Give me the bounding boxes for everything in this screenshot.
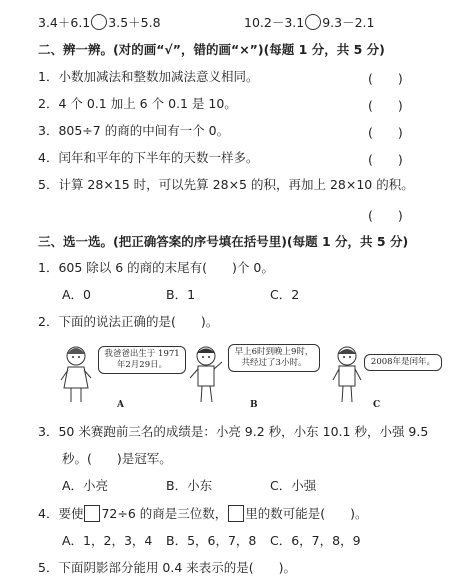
answer-paren-4[interactable]: ( )	[368, 152, 403, 167]
q4-text-part3: 里的数可能是( )。	[245, 506, 368, 521]
compare-left-b: 3.5＋5.8	[108, 15, 161, 30]
q4-text-part1: 4．要使	[38, 506, 84, 521]
bubble-a: 我爸爸出生于 1971年2月29日。	[98, 346, 186, 374]
answer-paren-3[interactable]: ( )	[368, 125, 403, 140]
question-3-line2: 秒。( )是冠军。	[62, 451, 172, 466]
boy-figure-icon	[188, 344, 228, 406]
question-5: 5．下面阴影部分能用 0.4 来表示的是( )。	[38, 560, 297, 575]
section3-title: 三、选一选。(把正确答案的序号填在括号里)(每题 1 分，共 5 分)	[38, 234, 409, 249]
illustration-label-c: C	[373, 400, 381, 410]
q1-option-b[interactable]: B．1	[166, 287, 196, 302]
answer-paren-1[interactable]: ( )	[368, 71, 403, 86]
bubble-c: 2008年是闰年。	[364, 354, 442, 371]
compare-circle-blank[interactable]	[91, 14, 107, 30]
bubble-b: 早上6时到晚上9时，共经过了3小时。	[228, 344, 320, 372]
child-figure-icon	[330, 344, 366, 406]
q4-text-part2: 72÷6 的商是三位数，	[101, 506, 228, 521]
compare-row-left	[38, 14, 161, 31]
compare-row-right	[244, 14, 374, 31]
question-1: 1．605 除以 6 的商的末尾有( )个 0。	[38, 260, 274, 275]
illustration-label-b: B	[250, 400, 258, 410]
illustration-label-a: A	[117, 400, 124, 410]
answer-paren-5[interactable]: ( )	[368, 208, 403, 223]
judge-item-5: 5．计算 28×15 时，可以先算 28×5 的积，再加上 28×10 的积。	[38, 177, 414, 192]
illustration-c	[330, 342, 445, 412]
girl-figure-icon	[58, 344, 98, 406]
blank-box[interactable]	[84, 505, 100, 522]
q3-option-a[interactable]: A．小亮	[62, 478, 109, 493]
question-2: 2．下面的说法正确的是( )。	[38, 314, 219, 329]
judge-item-2: 2．4 个 0.1 加上 6 个 0.1 是 10。	[38, 96, 237, 111]
compare-circle-blank[interactable]	[305, 14, 321, 30]
blank-box[interactable]	[228, 505, 244, 522]
judge-item-4: 4．闰年和平年的下半年的天数一样多。	[38, 150, 259, 165]
compare-right-b: 9.3－2.1	[322, 15, 375, 30]
compare-right-a: 10.2－3.1	[244, 15, 305, 30]
judge-item-3: 3．805÷7 的商的中间有一个 0。	[38, 123, 230, 138]
section2-title: 二、辨一辨。(对的画“√”，错的画“×”)(每题 1 分，共 5 分)	[38, 42, 385, 57]
compare-left-a: 3.4＋6.1	[38, 15, 91, 30]
question-3-line1: 3．50 米赛跑前三名的成绩是：小亮 9.2 秒，小东 10.1 秒，小强 9.5	[38, 424, 429, 439]
q3-option-c[interactable]: C．小强	[270, 478, 317, 493]
judge-item-1: 1．小数加减法和整数加减法意义相同。	[38, 69, 259, 84]
q3-option-b[interactable]: B．小东	[166, 478, 213, 493]
question-4	[38, 505, 368, 522]
illustration-b	[188, 342, 328, 412]
q4-option-c[interactable]: C．6，7，8，9	[270, 533, 361, 548]
answer-paren-2[interactable]: ( )	[368, 98, 403, 113]
q1-option-a[interactable]: A．0	[62, 287, 92, 302]
q1-option-c[interactable]: C．2	[270, 287, 300, 302]
q4-option-b[interactable]: B．5，6，7，8	[166, 533, 257, 548]
q4-option-a[interactable]: A．1，2，3，4	[62, 533, 153, 548]
